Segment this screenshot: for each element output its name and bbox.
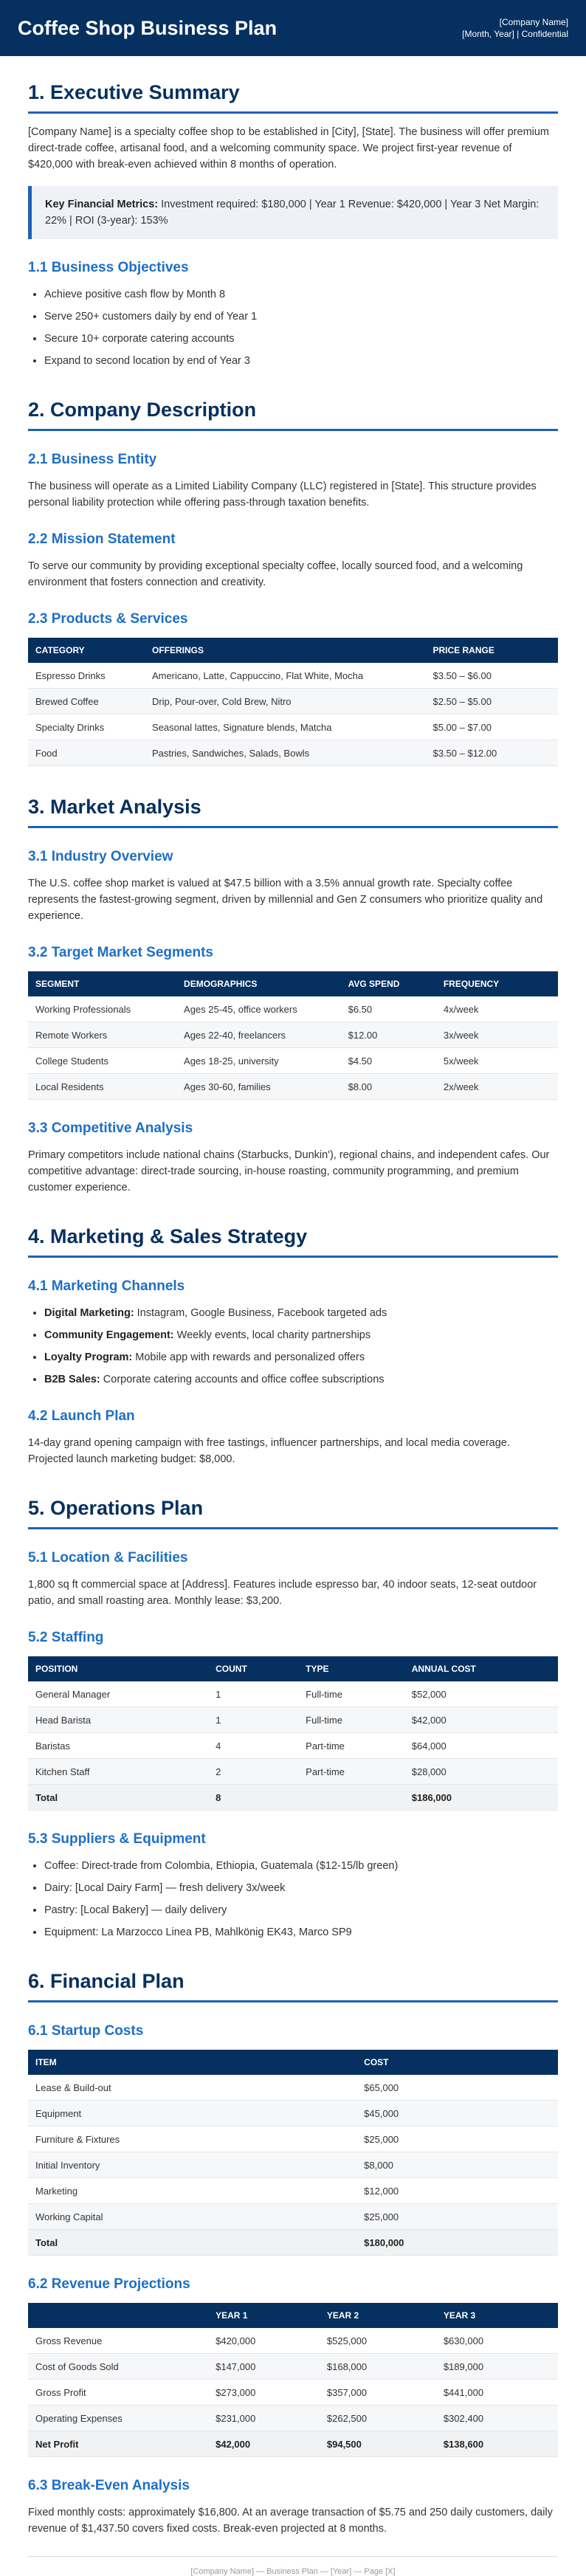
- startup-costs-table: [28, 2050, 558, 2256]
- executive-summary-section: [28, 81, 558, 369]
- list-item: [44, 1305, 558, 1321]
- financial-plan-section: [28, 1970, 558, 2537]
- table-cell: 4: [208, 1733, 298, 1759]
- table-cell: Kitchen Staff: [28, 1759, 208, 1785]
- table-cell: Baristas: [28, 1733, 208, 1759]
- table-cell: Espresso Drinks: [28, 663, 145, 689]
- revenue-projections-table: [28, 2303, 558, 2457]
- table-cell: $302,400: [436, 2405, 558, 2431]
- table-cell: $180,000: [356, 2230, 558, 2256]
- table-cell: $3.50 – $6.00: [425, 663, 558, 689]
- section-title: 1. Executive Summary: [28, 81, 558, 114]
- table-cell: $168,000: [320, 2354, 436, 2380]
- table-cell: $8,000: [356, 2152, 558, 2178]
- table-cell: 2x/week: [436, 1074, 558, 1100]
- objectives-list: [28, 286, 558, 369]
- document-title: Coffee Shop Business Plan: [18, 16, 278, 39]
- table-cell: $45,000: [356, 2101, 558, 2126]
- column-header: OFFERINGS: [145, 638, 426, 663]
- section-title: 6. Financial Plan: [28, 1970, 558, 2002]
- table-row: [28, 2380, 558, 2405]
- header-meta: [462, 16, 568, 40]
- section-title: 5. Operations Plan: [28, 1497, 558, 1529]
- column-header: COUNT: [208, 1656, 298, 1681]
- marketing-section: [28, 1225, 558, 1467]
- table-cell: Ages 25-45, office workers: [176, 996, 341, 1022]
- table-cell: Drip, Pour-over, Cold Brew, Nitro: [145, 689, 426, 714]
- table-cell: $8.00: [341, 1074, 436, 1100]
- target-market-table: [28, 971, 558, 1100]
- table-cell: 8: [208, 1785, 298, 1811]
- list-item: • Equipment: La Marzocco Linea PB, Mahlkönig EK43, Marco SP9: [44, 1924, 558, 1940]
- subsection-title: 6.2 Revenue Projections: [28, 2276, 190, 2292]
- column-header: CATEGORY: [28, 638, 145, 663]
- key-metrics-text: Investment required: $180,000 | Year 1 Revenue: $420,000 | Year 3 Net Margin: 22% | ROI (3-year): 153%: [45, 199, 540, 227]
- table-cell: $3.50 – $12.00: [425, 740, 558, 766]
- list-item: [44, 1327, 558, 1343]
- table-cell: $25,000: [356, 2126, 558, 2152]
- company-name: [Company Name]: [499, 17, 568, 27]
- table-cell: $94,500: [320, 2431, 436, 2457]
- table-cell: Part-time: [298, 1759, 404, 1785]
- table-row: [28, 714, 558, 740]
- page-footer: [28, 2556, 558, 2576]
- channel-label: Community Engagement:: [44, 1329, 174, 1341]
- products-table: [28, 638, 558, 766]
- operations-section: [28, 1497, 558, 1940]
- table-cell: Total: [28, 2230, 356, 2256]
- table-cell: $630,000: [436, 2328, 558, 2354]
- table-cell: Lease & Build-out: [28, 2075, 356, 2101]
- section-title: 4. Marketing & Sales Strategy: [28, 1225, 558, 1258]
- table-row: [28, 689, 558, 714]
- table-row: [28, 1681, 558, 1707]
- table-cell: 1: [208, 1707, 298, 1733]
- table-cell: 3x/week: [436, 1022, 558, 1048]
- subsection-title: 3.2 Target Market Segments: [28, 945, 213, 960]
- channel-text: Mobile app with rewards and personalized offers: [132, 1351, 365, 1363]
- location-text: 1,800 sq ft commercial space at [Address]. Features include espresso bar, 40 indoor seats, 12-seat outdoor patio, and small roasting area. Monthly lease: $3,200.: [28, 1579, 537, 1607]
- subsection-title: 5.1 Location & Facilities: [28, 1550, 188, 1566]
- table-cell: Food: [28, 740, 145, 766]
- table-row: [28, 740, 558, 766]
- table-total-row: [28, 2431, 558, 2457]
- channel-text: Instagram, Google Business, Facebook targeted ads: [134, 1307, 387, 1319]
- table-cell: Initial Inventory: [28, 2152, 356, 2178]
- table-row: [28, 663, 558, 689]
- column-header: ANNUAL COST: [404, 1656, 558, 1681]
- entity-text: The business will operate as a Limited Liability Company (LLC) registered in [State]. This structure provides personal liability protection while offering pass-through taxation benefits.: [28, 481, 537, 509]
- executive-summary-text: [Company Name] is a specialty coffee shop to be established in [City], [State]. The business will offer premium direct-trade coffee, artisanal food, and a welcoming community space. We project first-year revenue of $420,000 with break-even achieved within 8 months of operation.: [28, 126, 550, 171]
- table-cell: Furniture & Fixtures: [28, 2126, 356, 2152]
- subsection-title: 3.1 Industry Overview: [28, 849, 173, 864]
- table-cell: Brewed Coffee: [28, 689, 145, 714]
- competitive-text: Primary competitors include national chains (Starbucks, Dunkin'), regional chains, and independent cafes. Our competitive advantage: direct-trade sourcing, in-house roasting, community programming, and premium customer experience.: [28, 1149, 550, 1194]
- table-cell: Americano, Latte, Cappuccino, Flat White, Mocha: [145, 663, 426, 689]
- table-total-row: [28, 2230, 558, 2256]
- column-header: ITEM: [28, 2050, 356, 2075]
- table-cell: $25,000: [356, 2204, 558, 2230]
- column-header: FREQUENCY: [436, 971, 558, 996]
- list-item: • Expand to second location by end of Year 3: [44, 353, 558, 369]
- table-cell: Ages 18-25, university: [176, 1048, 341, 1074]
- column-header: [28, 2303, 208, 2328]
- table-cell: College Students: [28, 1048, 176, 1074]
- table-row: [28, 2204, 558, 2230]
- table-row: [28, 1707, 558, 1733]
- table-cell: $357,000: [320, 2380, 436, 2405]
- table-cell: $231,000: [208, 2405, 320, 2431]
- channel-label: B2B Sales:: [44, 1374, 100, 1385]
- table-cell: 1: [208, 1681, 298, 1707]
- table-row: [28, 2178, 558, 2204]
- table-cell: 4x/week: [436, 996, 558, 1022]
- channel-label: Digital Marketing:: [44, 1307, 134, 1319]
- table-cell: [298, 1785, 404, 1811]
- table-cell: Ages 30-60, families: [176, 1074, 341, 1100]
- table-cell: Full-time: [298, 1681, 404, 1707]
- table-row: [28, 2101, 558, 2126]
- table-header-row: [28, 1656, 558, 1681]
- list-item: [44, 1349, 558, 1366]
- channels-list: [28, 1305, 558, 1388]
- table-cell: Full-time: [298, 1707, 404, 1733]
- table-cell: Total: [28, 1785, 208, 1811]
- table-cell: Seasonal lattes, Signature blends, Matcha: [145, 714, 426, 740]
- table-row: [28, 2075, 558, 2101]
- table-cell: 5x/week: [436, 1048, 558, 1074]
- list-item: • Coffee: Direct-trade from Colombia, Ethiopia, Guatemala ($12-15/lb green): [44, 1858, 558, 1874]
- table-cell: Cost of Goods Sold: [28, 2354, 208, 2380]
- table-cell: $525,000: [320, 2328, 436, 2354]
- column-header: YEAR 3: [436, 2303, 558, 2328]
- subsection-title: 2.2 Mission Statement: [28, 531, 176, 547]
- table-cell: Pastries, Sandwiches, Salads, Bowls: [145, 740, 426, 766]
- channel-text: Corporate catering accounts and office coffee subscriptions: [100, 1374, 385, 1385]
- section-title: 3. Market Analysis: [28, 796, 558, 828]
- list-item: • Pastry: [Local Bakery] — daily delivery: [44, 1902, 558, 1918]
- table-cell: $42,000: [404, 1707, 558, 1733]
- subsection-title: 1.1 Business Objectives: [28, 260, 189, 275]
- list-item: • Dairy: [Local Dairy Farm] — fresh delivery 3x/week: [44, 1880, 558, 1896]
- table-cell: $12.00: [341, 1022, 436, 1048]
- table-cell: Net Profit: [28, 2431, 208, 2457]
- table-cell: $65,000: [356, 2075, 558, 2101]
- table-cell: $12,000: [356, 2178, 558, 2204]
- subsection-title: 5.2 Staffing: [28, 1630, 104, 1645]
- launch-text: 14-day grand opening campaign with free tastings, influencer partnerships, and local media coverage. Projected launch marketing budget: $8,000.: [28, 1437, 510, 1465]
- table-header-row: [28, 2303, 558, 2328]
- table-cell: $186,000: [404, 1785, 558, 1811]
- breakeven-text: Fixed monthly costs: approximately $16,800. At an average transaction of $5.75 and 250 daily customers, daily revenue of $1,437.50 covers fixed costs. Break-even projected at 8 months.: [28, 2507, 553, 2535]
- column-header: YEAR 2: [320, 2303, 436, 2328]
- column-header: POSITION: [28, 1656, 208, 1681]
- table-cell: $147,000: [208, 2354, 320, 2380]
- table-cell: $42,000: [208, 2431, 320, 2457]
- table-row: [28, 1074, 558, 1100]
- column-header: DEMOGRAPHICS: [176, 971, 341, 996]
- section-title: 2. Company Description: [28, 399, 558, 431]
- subsection-title: 6.1 Startup Costs: [28, 2023, 144, 2039]
- table-cell: Operating Expenses: [28, 2405, 208, 2431]
- table-cell: General Manager: [28, 1681, 208, 1707]
- column-header: AVG SPEND: [341, 971, 436, 996]
- table-cell: Working Capital: [28, 2204, 356, 2230]
- subsection-title: 4.1 Marketing Channels: [28, 1278, 185, 1294]
- table-row: [28, 996, 558, 1022]
- market-analysis-section: [28, 796, 558, 1196]
- list-item: • Achieve positive cash flow by Month 8: [44, 286, 558, 303]
- table-total-row: [28, 1785, 558, 1811]
- table-header-row: [28, 971, 558, 996]
- table-cell: Ages 22-40, freelancers: [176, 1022, 341, 1048]
- table-cell: $262,500: [320, 2405, 436, 2431]
- table-cell: $441,000: [436, 2380, 558, 2405]
- staffing-table: [28, 1656, 558, 1811]
- subsection-title: 4.2 Launch Plan: [28, 1408, 135, 1424]
- document-body: [28, 56, 558, 2576]
- table-row: [28, 1759, 558, 1785]
- table-row: [28, 1733, 558, 1759]
- table-cell: $52,000: [404, 1681, 558, 1707]
- table-header-row: [28, 2050, 558, 2075]
- table-cell: $2.50 – $5.00: [425, 689, 558, 714]
- table-cell: $6.50: [341, 996, 436, 1022]
- mission-text: To serve our community by providing exceptional specialty coffee, locally sourced food, and a welcoming environment that fosters connection and creativity.: [28, 560, 523, 588]
- channel-label: Loyalty Program:: [44, 1351, 133, 1363]
- table-header-row: [28, 638, 558, 663]
- column-header: PRICE RANGE: [425, 638, 558, 663]
- date-confidential: [Month, Year] | Confidential: [462, 29, 568, 39]
- table-cell: $420,000: [208, 2328, 320, 2354]
- subsection-title: 3.3 Competitive Analysis: [28, 1120, 193, 1136]
- table-cell: Equipment: [28, 2101, 356, 2126]
- key-metrics-callout: [28, 186, 558, 239]
- subsection-title: 2.1 Business Entity: [28, 452, 157, 467]
- suppliers-list: [28, 1858, 558, 1940]
- table-cell: $4.50: [341, 1048, 436, 1074]
- table-cell: $189,000: [436, 2354, 558, 2380]
- subsection-title: 6.3 Break-Even Analysis: [28, 2478, 190, 2493]
- table-row: [28, 2405, 558, 2431]
- column-header: YEAR 1: [208, 2303, 320, 2328]
- table-row: [28, 2328, 558, 2354]
- table-row: [28, 1022, 558, 1048]
- table-cell: Head Barista: [28, 1707, 208, 1733]
- table-cell: Specialty Drinks: [28, 714, 145, 740]
- subsection-title: 2.3 Products & Services: [28, 611, 188, 627]
- table-cell: Gross Revenue: [28, 2328, 208, 2354]
- column-header: TYPE: [298, 1656, 404, 1681]
- company-description-section: [28, 399, 558, 766]
- table-cell: 2: [208, 1759, 298, 1785]
- table-cell: Part-time: [298, 1733, 404, 1759]
- table-cell: Marketing: [28, 2178, 356, 2204]
- channel-text: Weekly events, local charity partnerships: [173, 1329, 371, 1341]
- table-row: [28, 1048, 558, 1074]
- table-cell: Remote Workers: [28, 1022, 176, 1048]
- column-header: COST: [356, 2050, 558, 2075]
- list-item: • Serve 250+ customers daily by end of Year 1: [44, 309, 558, 325]
- list-item: • Secure 10+ corporate catering accounts: [44, 331, 558, 347]
- table-row: [28, 2126, 558, 2152]
- table-cell: Gross Profit: [28, 2380, 208, 2405]
- document-header: [0, 0, 586, 56]
- list-item: [44, 1371, 558, 1388]
- table-row: [28, 2152, 558, 2178]
- footer-text: [Company Name] — Business Plan — [Year] — Page [X]: [190, 2567, 396, 2576]
- table-cell: $273,000: [208, 2380, 320, 2405]
- industry-text: The U.S. coffee shop market is valued at $47.5 billion with a 3.5% annual growth rate. Specialty coffee represents the fastest-growing segment, driven by millennial and Gen Z consumers who prioritize quality and experience.: [28, 878, 543, 922]
- subsection-title: 5.3 Suppliers & Equipment: [28, 1831, 206, 1847]
- table-cell: $64,000: [404, 1733, 558, 1759]
- table-cell: $28,000: [404, 1759, 558, 1785]
- table-cell: Local Residents: [28, 1074, 176, 1100]
- table-cell: $138,600: [436, 2431, 558, 2457]
- key-metrics-label: Key Financial Metrics:: [45, 199, 159, 210]
- column-header: SEGMENT: [28, 971, 176, 996]
- table-cell: $5.00 – $7.00: [425, 714, 558, 740]
- table-row: [28, 2354, 558, 2380]
- table-cell: Working Professionals: [28, 996, 176, 1022]
